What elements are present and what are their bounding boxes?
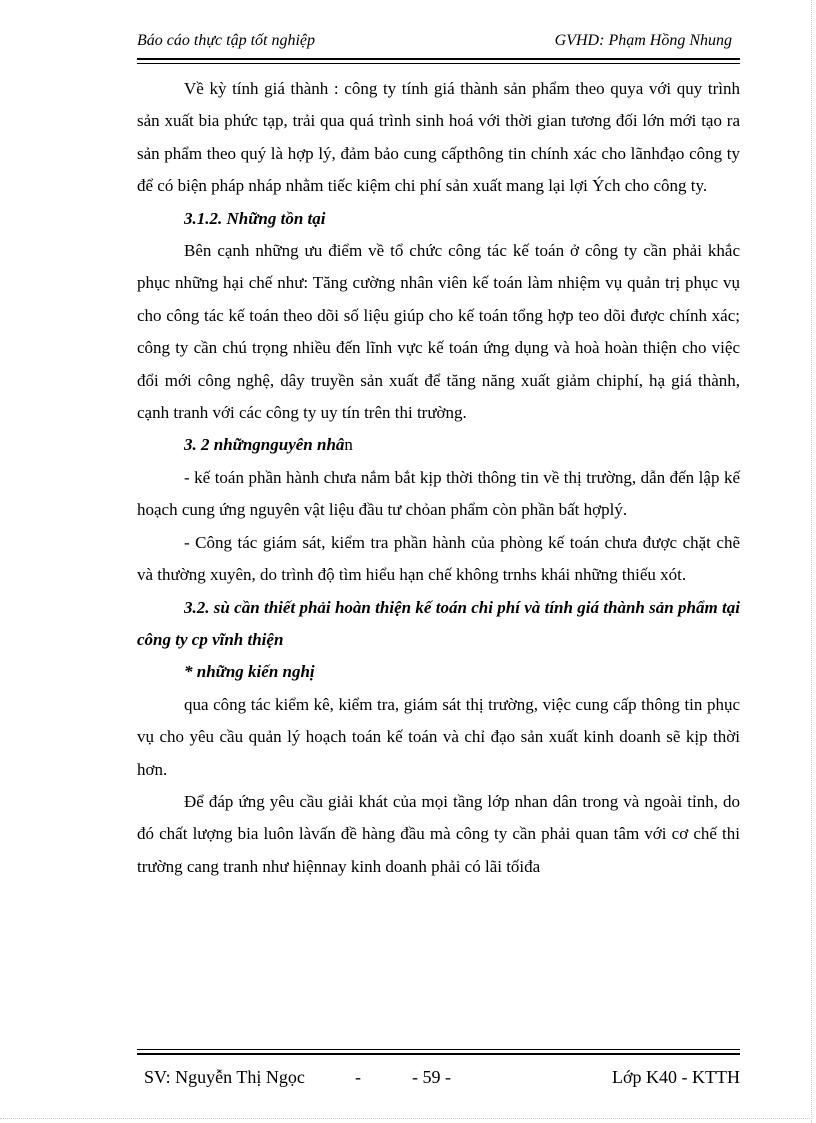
paragraph-cause-2: - Công tác giám sát, kiểm tra phần hành của phòng kế toán chưa được chặt chẽ và thường xuyên, do trình độ tìm hiểu hạn chế không trnhs khái những thiếu xót. <box>137 532 740 585</box>
paragraph-cost-period: Về kỳ tính giá thành : công ty tính giá thành sản phẩm theo quya với quy trình sản xuất bia phức tạp, trải qua quá trình sinh hoá với thời gian tương đối lớn mới tạo ra sản phẩm theo quý là hợp lý, đảm bảo cung cấpthông tin chính xác cho lãnhđạo công ty để có biện pháp nháp nhằm tiếc kiệm chi phí sản xuất mang lại lợi Ých cho công ty. <box>137 79 740 196</box>
paragraph-cause-1: - kế toán phần hành chưa nắm bắt kịp thời thông tin về thị trường, dẫn đến lập kế hoạch cung ứng nguyên vật liệu đầu tư chỏan phẩm còn phần bất hợplý. <box>137 467 740 520</box>
heading-necessity: 3.2. sù cần thiết phải hoàn thiện kế toán chi phí và tính giá thành sản phẩm tại công ty cp vĩnh thiện <box>137 597 740 649</box>
paragraph-recommendation-2: Để đáp ứng yêu cầu giải khát của mọi tầng lớp nhan dân trong và ngoài tỉnh, do đó chất lượng bia luôn làvấn đề hàng đầu mà công ty cần phải quan tâm với cơ chế thi trường cang tranh như hiệnnay kinh doanh phải có lãi tốiđa <box>137 791 740 876</box>
page-header <box>137 30 740 54</box>
heading-recommendations: * những kiến nghị <box>184 662 315 682</box>
page-edge-bottom <box>0 1118 812 1119</box>
footer-rule-thin <box>137 1049 740 1050</box>
document-body <box>137 73 740 883</box>
supervisor-name: GVHD: Phạm Hồng Nhung <box>554 32 732 49</box>
class-name: Lớp K40 - KTTH <box>612 1067 740 1087</box>
header-rule-thick <box>137 58 740 60</box>
footer-dash: - <box>355 1067 361 1087</box>
page-edge-right <box>811 0 812 1123</box>
header-rule-thin <box>137 63 740 64</box>
paragraph-recommendation-1: qua công tác kiểm kê, kiểm tra, giám sát thị trường, việc cung cấp thông tin phục vụ cho yêu cầu quản lý hoạch toán kế toán và chỉ đạo sản xuất kinh doanh sẽ kịp thời hơn. <box>137 694 740 779</box>
page-number: - 59 - <box>412 1067 451 1087</box>
heading-causes <box>137 429 740 461</box>
heading-causes-tail: n <box>344 435 353 455</box>
heading-causes-bold: 3. 2 nhữngnguyên nhâ <box>184 435 345 455</box>
student-name: SV: Nguyễn Thị Ngọc <box>144 1067 305 1087</box>
page-footer <box>137 1065 740 1091</box>
paragraph-issues: Bên cạnh những ưu điểm về tổ chức công tác kế toán ở công ty cần phải khắc phục những hại chế như: Tăng cường nhân viên kế toán làm nhiệm vụ quản trị phục vụ cho công tác kế toán theo dõi số liệu giúp cho kế toán tổng hợp teo dõi được chính xác; công ty cần chú trọng nhiều đến lĩnh vực kế toán ứng dụng và hoà hoàn thiện cho việc đổi mới công nghệ, dây truyền sản xuất để tăng năng xuất giảm chiphí, hạ giá thành, cạnh tranh với các công ty uy tín trên thi trường. <box>137 241 740 423</box>
footer-rule-thick <box>137 1053 740 1055</box>
report-title: Báo cáo thực tập tốt nghiệp <box>137 32 316 49</box>
heading-existing-issues: 3.1.2. Những tồn tại <box>184 208 326 228</box>
